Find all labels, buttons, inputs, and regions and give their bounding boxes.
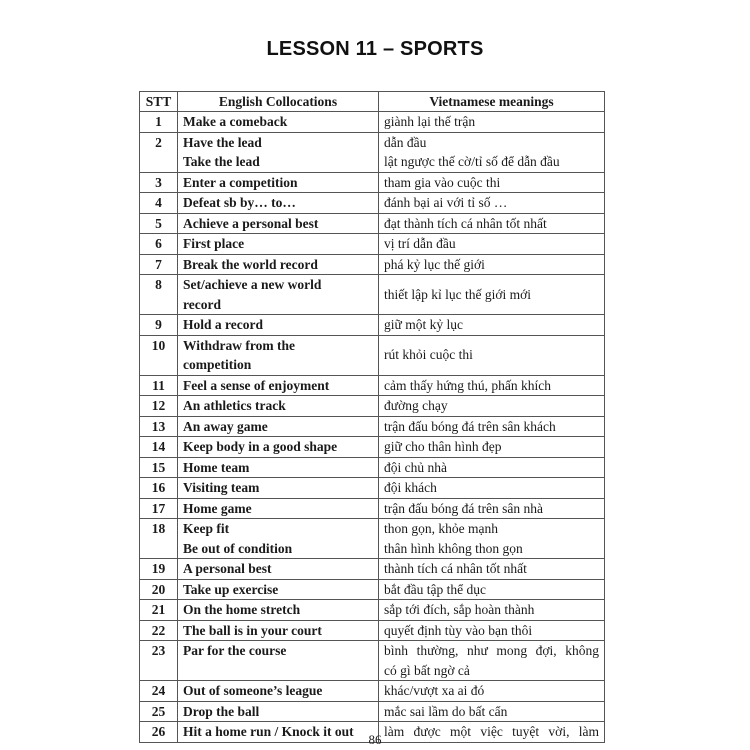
english-line: An athletics track — [183, 398, 286, 413]
table-row — [140, 254, 605, 275]
vietnamese-meaning — [379, 457, 605, 478]
english-collocation — [178, 254, 379, 275]
vietnamese-line: quyết định tùy vào bạn thôi — [384, 622, 533, 638]
vietnamese-meaning — [379, 600, 605, 621]
row-number: 8 — [140, 275, 178, 315]
english-line: Drop the ball — [183, 703, 260, 719]
table-row — [140, 112, 605, 133]
english-line: Home team — [183, 459, 250, 475]
english-collocation — [178, 213, 379, 234]
vietnamese-line: phá kỷ lục thế giới — [384, 256, 485, 272]
vietnamese-line: lật ngược thế cờ/tỉ số để dẫn đầu — [384, 154, 560, 169]
english-line: Hold a record — [183, 317, 263, 332]
header-stt: STT — [140, 92, 178, 112]
table-row — [140, 335, 605, 375]
english-line: Visiting team — [183, 480, 260, 495]
vietnamese-meaning — [379, 254, 605, 275]
vietnamese-meaning — [379, 112, 605, 133]
english-line: Withdraw from the — [183, 337, 295, 353]
vietnamese-line: trận đấu bóng đá trên sân khách — [384, 418, 556, 434]
vietnamese-meaning — [379, 315, 605, 336]
vietnamese-meaning — [379, 335, 605, 375]
table-row — [140, 193, 605, 214]
table-row — [140, 416, 605, 437]
table-row — [140, 579, 605, 600]
english-line: Achieve a personal best — [183, 215, 319, 231]
table-row — [140, 396, 605, 417]
vietnamese-line: đạt thành tích cá nhân tốt nhất — [384, 215, 547, 231]
row-number: 12 — [140, 396, 178, 417]
english-line: Take up exercise — [183, 581, 279, 597]
english-line: On the home stretch — [183, 602, 301, 617]
row-number: 24 — [140, 681, 178, 702]
page-number: 86 — [368, 732, 382, 747]
table-row — [140, 315, 605, 336]
vietnamese-meaning — [379, 478, 605, 499]
vietnamese-meaning — [379, 396, 605, 417]
lesson-title: LESSON 11 – SPORTS — [266, 38, 484, 60]
english-collocation — [178, 437, 379, 458]
table-row — [140, 620, 605, 641]
row-number: 11 — [140, 375, 178, 396]
vietnamese-line: đội khách — [384, 480, 437, 495]
english-line: Make a comeback — [183, 114, 288, 129]
vietnamese-line: mắc sai lầm do bất cẩn — [384, 703, 508, 719]
vietnamese-line: thân hình không thon gọn — [384, 540, 523, 556]
english-collocation — [178, 315, 379, 336]
english-line: Defeat sb by… to… — [183, 195, 296, 210]
vietnamese-line: bắt đầu tập thể dục — [384, 581, 486, 597]
english-collocation — [178, 579, 379, 600]
vietnamese-meaning — [379, 234, 605, 255]
row-number: 14 — [140, 437, 178, 458]
vietnamese-line: đội chủ nhà — [384, 459, 447, 475]
vietnamese-line: khác/vượt xa ai đó — [384, 683, 485, 698]
english-collocation — [178, 375, 379, 396]
table-row — [140, 519, 605, 559]
table-row — [140, 681, 605, 702]
vietnamese-meaning — [379, 681, 605, 702]
english-collocation — [178, 172, 379, 193]
vietnamese-line: đánh bại ai với tỉ số … — [384, 195, 508, 210]
vietnamese-line: giữ một kỷ lục — [384, 317, 463, 332]
english-collocation — [178, 701, 379, 722]
vietnamese-line: tham gia vào cuộc thi — [384, 174, 501, 190]
vietnamese-meaning — [379, 213, 605, 234]
table-row — [140, 437, 605, 458]
table-row — [140, 701, 605, 722]
english-collocation — [178, 641, 379, 681]
vietnamese-line: làm được một việc tuyệt vời, làm — [384, 724, 599, 739]
vietnamese-line: thành tích cá nhân tốt nhất — [384, 561, 527, 576]
english-line: First place — [183, 236, 245, 251]
row-number: 17 — [140, 498, 178, 519]
vietnamese-line: đường chạy — [384, 398, 448, 413]
table-header-row — [140, 92, 605, 112]
row-number: 4 — [140, 193, 178, 214]
english-collocation — [178, 112, 379, 133]
row-number: 23 — [140, 641, 178, 681]
english-line: An away game — [183, 418, 268, 434]
row-number: 2 — [140, 132, 178, 172]
row-number: 9 — [140, 315, 178, 336]
vietnamese-meaning — [379, 172, 605, 193]
english-line: Keep fit — [183, 521, 230, 536]
table-row — [140, 600, 605, 621]
table-row — [140, 132, 605, 172]
english-collocation — [178, 416, 379, 437]
row-number: 22 — [140, 620, 178, 641]
row-number: 3 — [140, 172, 178, 193]
english-collocation — [178, 681, 379, 702]
vietnamese-meaning — [379, 641, 605, 681]
vietnamese-line: giữ cho thân hình đẹp — [384, 439, 502, 454]
table-body — [140, 112, 605, 743]
vietnamese-line: sắp tới đích, sắp hoàn thành — [384, 602, 535, 617]
english-collocation — [178, 335, 379, 375]
table-row — [140, 234, 605, 255]
vietnamese-meaning — [379, 193, 605, 214]
table-row — [140, 641, 605, 681]
english-collocation — [178, 498, 379, 519]
english-collocation — [178, 132, 379, 172]
english-collocation — [178, 600, 379, 621]
english-collocation — [178, 193, 379, 214]
row-number: 18 — [140, 519, 178, 559]
english-line: Feel a sense of enjoyment — [183, 377, 330, 393]
vietnamese-meaning — [379, 132, 605, 172]
row-number: 6 — [140, 234, 178, 255]
table-row — [140, 559, 605, 580]
table-row — [140, 375, 605, 396]
vietnamese-line: cảm thấy hứng thú, phấn khích — [384, 377, 552, 393]
vietnamese-meaning — [379, 437, 605, 458]
vietnamese-line: bình thường, như mong đợi, không — [384, 643, 599, 658]
header-vietnamese: Vietnamese meanings — [379, 92, 605, 112]
english-collocation — [178, 620, 379, 641]
table-row — [140, 498, 605, 519]
vietnamese-meaning — [379, 498, 605, 519]
english-line: Enter a competition — [183, 174, 298, 190]
english-line: Out of someone’s league — [183, 683, 323, 698]
table-row — [140, 275, 605, 315]
vietnamese-meaning — [379, 416, 605, 437]
english-line: Home game — [183, 500, 252, 516]
english-collocation — [178, 559, 379, 580]
english-line: Keep body in a good shape — [183, 439, 338, 454]
vietnamese-meaning — [379, 701, 605, 722]
vietnamese-line: thon gọn, khỏe mạnh — [384, 521, 498, 536]
header-english: English Collocations — [178, 92, 379, 112]
vietnamese-line: rút khỏi cuộc thi — [384, 347, 473, 363]
vietnamese-line: vị trí dẫn đầu — [384, 236, 456, 251]
english-line: Hit a home run / Knock it out — [183, 724, 354, 739]
row-number: 25 — [140, 701, 178, 722]
vietnamese-meaning — [379, 375, 605, 396]
row-number: 19 — [140, 559, 178, 580]
row-number: 26 — [140, 722, 178, 743]
collocations-table — [139, 91, 605, 743]
row-number: 13 — [140, 416, 178, 437]
english-collocation — [178, 275, 379, 315]
row-number: 10 — [140, 335, 178, 375]
table-row — [140, 478, 605, 499]
vietnamese-line: có gì bất ngờ cả — [384, 662, 470, 678]
english-collocation — [178, 519, 379, 559]
vietnamese-line: giành lại thế trận — [384, 114, 476, 129]
row-number: 1 — [140, 112, 178, 133]
vietnamese-meaning — [379, 519, 605, 559]
table-row — [140, 457, 605, 478]
english-line: Set/achieve a new world — [183, 277, 322, 292]
vietnamese-line: thiết lập kỉ lục thế giới mới — [384, 286, 532, 302]
english-collocation — [178, 396, 379, 417]
english-collocation — [178, 478, 379, 499]
english-collocation — [178, 234, 379, 255]
english-line: A personal best — [183, 561, 272, 576]
english-line: Have the lead — [183, 134, 262, 150]
vietnamese-line: trận đấu bóng đá trên sân nhà — [384, 500, 543, 516]
row-number: 21 — [140, 600, 178, 621]
english-line: competition — [183, 357, 252, 372]
row-number: 16 — [140, 478, 178, 499]
row-number: 20 — [140, 579, 178, 600]
english-line: record — [183, 296, 221, 312]
table-row — [140, 172, 605, 193]
english-line: The ball is in your court — [183, 622, 322, 638]
vietnamese-meaning — [379, 559, 605, 580]
row-number: 15 — [140, 457, 178, 478]
english-line: Be out of condition — [183, 540, 293, 556]
vietnamese-meaning — [379, 620, 605, 641]
english-collocation — [178, 457, 379, 478]
english-line: Break the world record — [183, 256, 318, 272]
english-line: Take the lead — [183, 154, 260, 169]
row-number: 5 — [140, 213, 178, 234]
vietnamese-line: dẫn đầu — [384, 134, 427, 150]
english-line: Par for the course — [183, 643, 287, 658]
vietnamese-meaning — [379, 275, 605, 315]
vietnamese-meaning — [379, 579, 605, 600]
row-number: 7 — [140, 254, 178, 275]
table-row — [140, 213, 605, 234]
